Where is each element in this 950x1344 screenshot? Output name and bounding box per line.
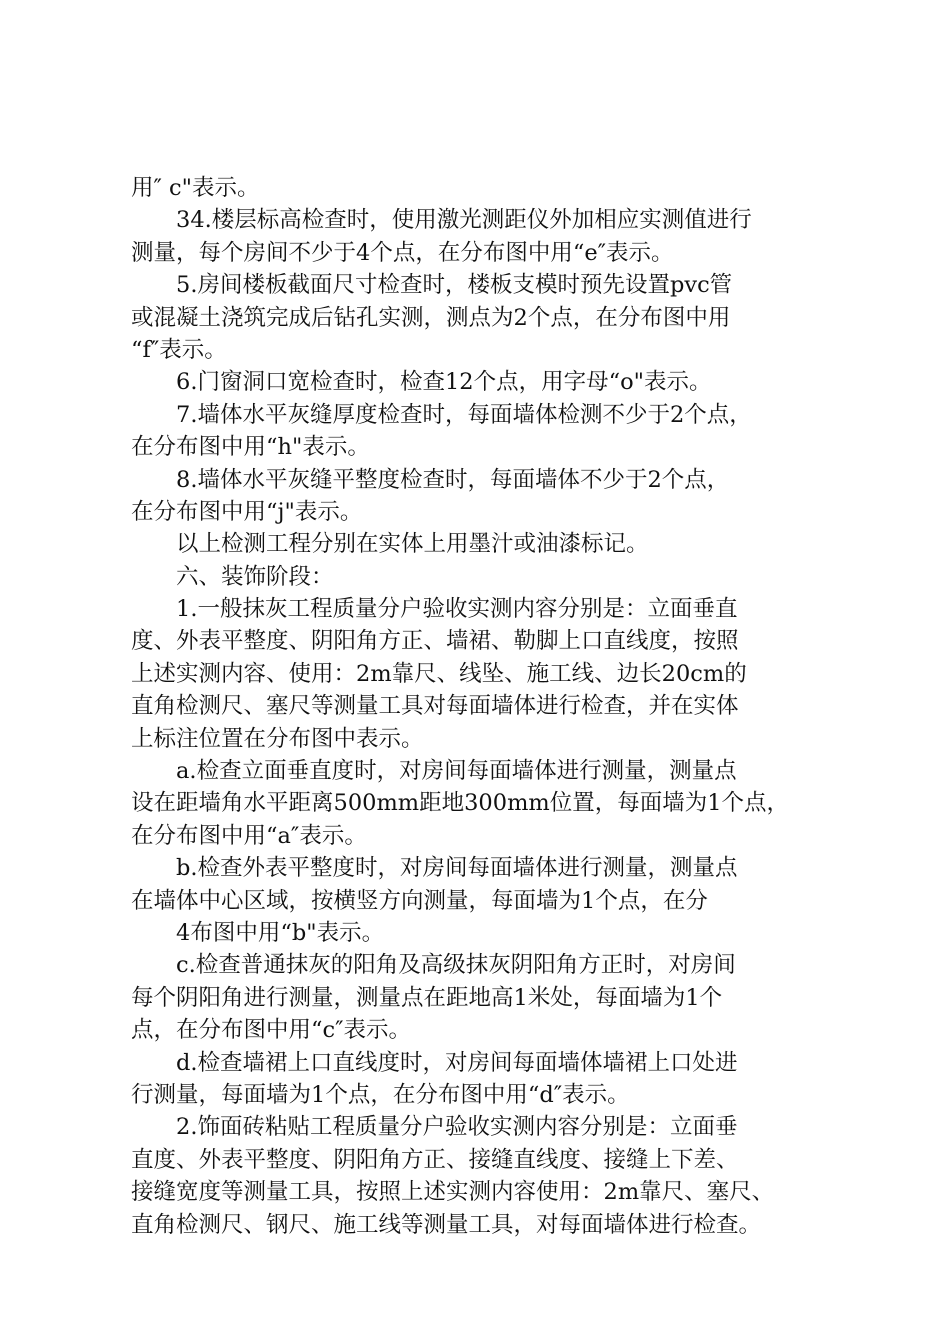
text-line: 4布图中用“b"表示。	[176, 919, 385, 946]
text-line: 7.墙体水平灰缝厚度检查时，每面墙体检测不少于2个点，	[176, 401, 752, 428]
text-line: 或混凝土浇筑完成后钻孔实测，测点为2个点，在分布图中用	[131, 304, 731, 331]
text-line: 在分布图中用“h"表示。	[131, 434, 370, 461]
text-line: c.检查普通抹灰的阳角及高级抹灰阴阳角方正时，对房间	[176, 952, 736, 979]
text-line: 点，在分布图中用“c″表示。	[131, 1017, 412, 1044]
text-line: b.检查外表平整度时，对房间每面墙体进行测量，测量点	[176, 855, 738, 882]
text-line: 8.墙体水平灰缝平整度检查时，每面墙体不少于2个点，	[176, 466, 730, 493]
text-line: 上述实测内容、使用：2m靠尺、线坠、施工线、边长20cm的	[131, 660, 747, 687]
text-line: “f″表示。	[131, 336, 227, 363]
text-line: 每个阴阳角进行测量，测量点在距地高1米处，每面墙为1个	[131, 984, 723, 1011]
text-line: 接缝宽度等测量工具，按照上述实测内容使用：2m靠尺、塞尺、	[131, 1179, 775, 1206]
text-line: 34.楼层标高检查时，使用激光测距仪外加相应实测值进行	[176, 207, 752, 234]
body-text	[131, 172, 831, 1241]
text-line: 设在距墙角水平距离500mm距地300mm位置，每面墙为1个点，	[131, 790, 790, 817]
text-line: 度、外表平整度、阴阳角方正、墙裙、勒脚上口直线度，按照	[131, 628, 739, 655]
text-line: 在分布图中用“a″表示。	[131, 822, 367, 849]
text-line: 在墙体中心区域，按横竖方向测量，每面墙为1个点，在分	[131, 887, 708, 914]
text-line: d.检查墙裙上口直线度时，对房间每面墙体墙裙上口处进	[176, 1049, 738, 1076]
text-line: 2.饰面砖粘贴工程质量分户验收实测内容分别是：立面垂	[176, 1114, 738, 1141]
text-line: 以上检测工程分别在实体上用墨汁或油漆标记。	[176, 531, 649, 558]
section-heading: 六、装饰阶段：	[176, 563, 334, 590]
text-line: 在分布图中用“j"表示。	[131, 498, 363, 525]
text-line: a.检查立面垂直度时，对房间每面墙体进行测量，测量点	[176, 758, 737, 785]
text-line: 上标注位置在分布图中表示。	[131, 725, 424, 752]
text-line: 用″ c"表示。	[131, 175, 260, 201]
text-line: 6.门窗洞口宽检查时，检查12个点，用字母“o"表示。	[176, 369, 712, 396]
text-line: 测量，每个房间不少于4个点，在分布图中用“e″表示。	[131, 239, 674, 266]
text-line: 直度、外表平整度、阴阳角方正、接缝直线度、接缝上下差、	[131, 1146, 739, 1173]
text-line: 行测量，每面墙为1个点，在分布图中用“d″表示。	[131, 1081, 630, 1108]
text-line: 直角检测尺、塞尺等测量工具对每面墙体进行检查，并在实体	[131, 693, 739, 720]
text-line: 1.一般抹灰工程质量分户验收实测内容分别是：立面垂直	[176, 596, 738, 623]
text-line: 直角检测尺、钢尺、施工线等测量工具，对每面墙体进行检查。	[131, 1211, 762, 1238]
text-line: 5.房间楼板截面尺寸检查时，楼板支模时预先设置pvc管	[176, 272, 733, 299]
